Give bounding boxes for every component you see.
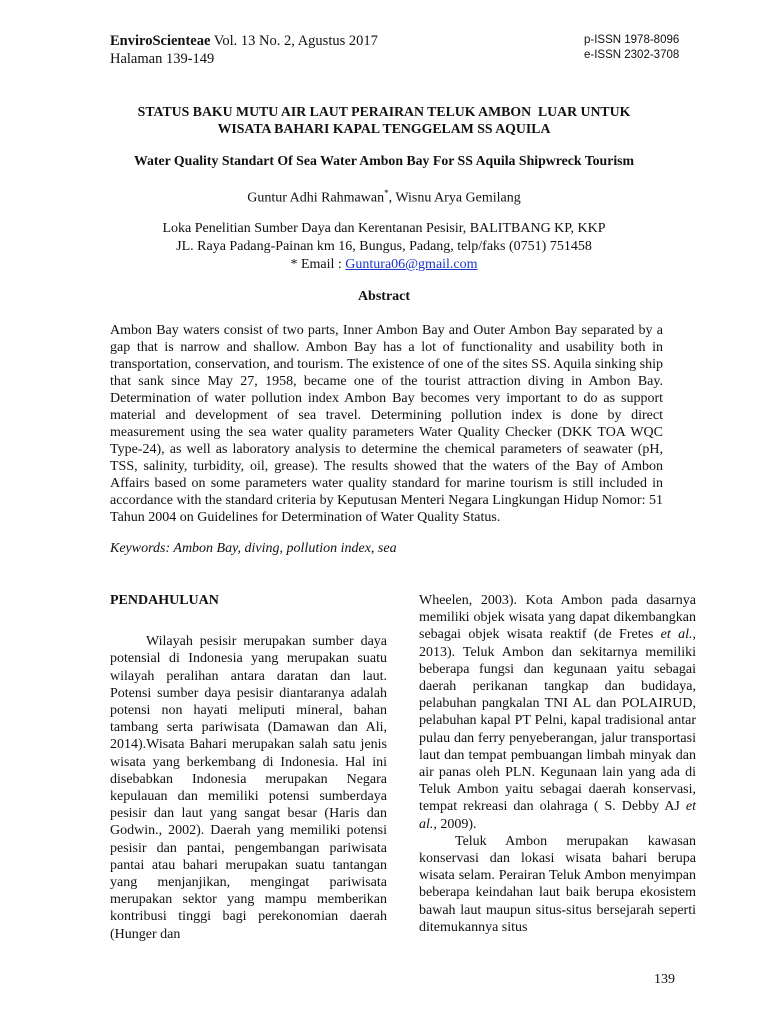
section-heading-pendahuluan: PENDAHULUAN [110, 593, 219, 608]
abstract-text: Ambon Bay waters consist of two parts, Inner Ambon Bay and Outer Ambon Bay separated by a gap that is narrow and shallow. Ambon Bay has a lot of functionality and usability both in transportation, conservation, and tourism. The existence of one of the sites SS. Aquila sinking ship that sank since May 27, 1958, became one of the tourist attraction diving in Ambon Bay. Determination of water pollution index Ambon Bay becomes very important to do as support material and development of sea travel. Determining pollution index is done by direct measurement using the sea water quality parameters Water Quality Checker (DKK TOA WQC Type-24), as well as laboratory analysis to determine the chemical parameters of seawater (pH, TSS, salinity, turbidity, oil, grease). The results showed that the waters of the Bay of Ambon Affairs based on some parameters water quality standard for marine tourism is still included in accordance with the standard criteria by Keputusan Menteri Negara Lingkungan Hidup Nomor: 51 Tahun 2004 on Guidelines for Determination of Water Quality Status. [110, 323, 663, 525]
abstract-heading: Abstract [357, 289, 411, 304]
intro-paragraph-2: Teluk Ambon merupakan kawasan konservasi dan lokasi wisata bahari berupa wisata selam. Perairan Teluk Ambon menyimpan beberapa keindahan laut baik berupa ekosistem bawah laut maupun situs-situs bersejarah seperti ditemukannya situs [419, 833, 696, 935]
affiliation [80, 220, 688, 274]
journal-header [110, 32, 378, 68]
p-issn: p-ISSN 1978-8096 [584, 34, 680, 46]
affiliation-institution: Loka Penelitian Sumber Daya dan Kerentanan Pesisir, BALITBANG KP, KKP [162, 221, 606, 236]
page-number: 139 [654, 972, 675, 987]
paragraph-text-part-a: Wheelen, 2003). Kota Ambon pada dasarnya memiliki objek wisata yang dapat dikembangkan sebagai objek wisata reaktif (de Fretes [419, 593, 696, 643]
contact-email [80, 256, 688, 274]
journal-issue: Vol. 13 No. 2, Agustus 2017 [210, 33, 378, 49]
email-link[interactable]: Guntura06@gmail.com [345, 257, 478, 272]
author-secondary: , Wisnu Arya Gemilang [388, 190, 521, 206]
body-column-left [110, 592, 387, 943]
email-label: * Email : [290, 257, 346, 272]
paper-title [80, 103, 688, 137]
paper-title-line2: WISATA BAHARI KAPAL TENGGELAM SS AQUILA [217, 121, 551, 136]
intro-paragraph-1: Wilayah pesisir merupakan sumber daya potensial di Indonesia yang merupakan suatu wilayah peralihan antara daratan dan laut. Potensi sumber daya pesisir diantaranya adalah potensi non hayati meliputi mineral, bahan tambang serta pariwisata (Damawan dan Ali, 2014).Wisata Bahari merupakan salah satu jenis wisata yang berkembang di Indonesia. Hal ini disebabkan Indonesia merupakan Negara kepulauan dan memiliki potensi sumberdaya pesisir dan laut yang sangat besar (Haris dan Godwin., 2002). Daerah yang memiliki potensi pesisir dan pantai, pengembangan pariwisata pantai atau bahari merupakan suatu tantangan yang menjanjikan, mengingat pariwisata merupakan sektor yang mampu memberikan kontribusi tinggi bagi perekonomian daerah (Hunger dan [110, 634, 387, 942]
corresponding-mark: * [384, 188, 389, 198]
paragraph-text-part-c: 2009). [436, 816, 477, 832]
paragraph-text-part-b: 2013). Teluk Ambon dan sekitarnya memiliki beberapa fungsi dan kegunaan yaitu sebagai daerah perikanan tangkap dan budidaya, pelabuhan pangkalan TNI AL dan POLAIRUD, pelabuhan kapal PT Pelni, kapal tradisional antar pulau dan ferry penyeberangan, jalur transportasi laut dan tempat pembuangan limbah minyak dan air panas oleh PLN. Kegunaan lain yang ada di Teluk Ambon yaitu sebagai daerah konservasi, tempat rekreasi dan olahraga ( S. Debby AJ [419, 644, 696, 815]
body-column-right [419, 592, 696, 936]
e-issn: e-ISSN 2302-3708 [584, 49, 680, 61]
paper-title-line1: STATUS BAKU MUTU AIR LAUT PERAIRAN TELUK AMBON LUAR UNTUK [137, 104, 631, 119]
journal-name: EnviroScienteae [110, 33, 211, 49]
affiliation-address: JL. Raya Padang-Painan km 16, Bungus, Padang, telp/faks (0751) 751458 [176, 239, 592, 254]
intro-paragraph-continued [419, 592, 696, 833]
paper-subtitle: Water Quality Standart Of Sea Water Ambon Bay For SS Aquila Shipwreck Tourism [133, 153, 635, 168]
author-primary: Guntur Adhi Rahmawan [247, 190, 385, 206]
citation-etal-1: et al., [660, 627, 696, 643]
issn-block [584, 33, 679, 63]
citation-etal-2: et al., [419, 799, 696, 832]
keywords: Keywords: Ambon Bay, diving, pollution index, sea [110, 541, 397, 556]
author-list [80, 185, 688, 207]
journal-citation [110, 32, 378, 50]
journal-pages: Halaman 139-149 [110, 51, 215, 67]
